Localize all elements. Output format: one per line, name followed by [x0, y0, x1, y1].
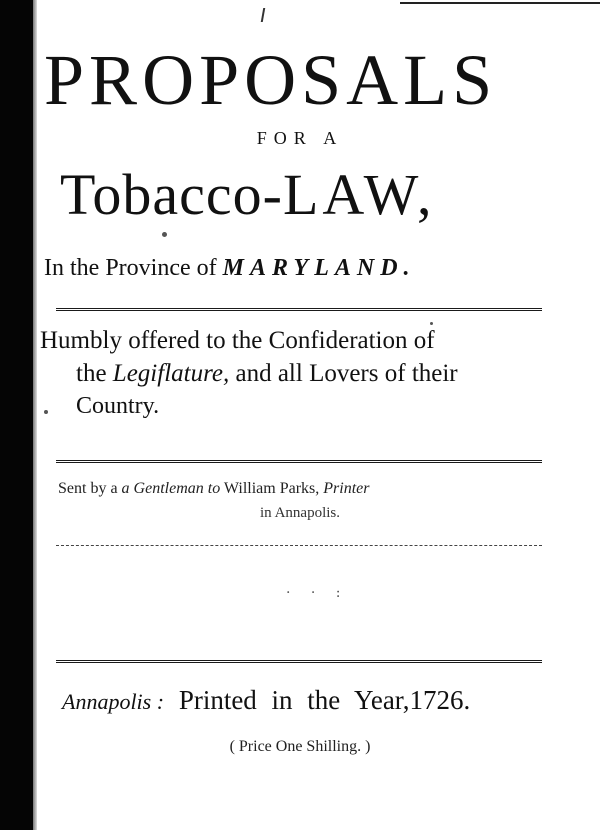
title-for-a: FOR A — [256, 128, 344, 148]
title-law: LAW, — [282, 162, 436, 227]
note-line2: in Annapolis. — [259, 505, 340, 521]
title-proposals: PROPOSALS — [44, 40, 498, 120]
title-tobacco-law — [60, 160, 436, 230]
ink-speck — [430, 322, 433, 325]
top-border-line — [400, 2, 600, 4]
note-gentleman: a Gentleman to — [121, 480, 221, 497]
dedication-line3: Country. — [76, 393, 160, 419]
ink-speck — [162, 232, 167, 237]
imprint-line — [62, 685, 470, 716]
dedication-legislature: Legiflature, — [112, 360, 230, 387]
ink-speck — [44, 410, 48, 414]
note-role: Printer — [323, 480, 370, 497]
province-maryland: MARYLAND. — [222, 255, 416, 281]
note-name: William Parks, — [220, 480, 324, 497]
dedication-line1: Humbly offered to the Confideration of — [40, 327, 435, 354]
province-prefix: In the Province of — [44, 255, 223, 281]
imprint-year: 1726. — [409, 685, 471, 715]
divider-rule — [56, 460, 542, 466]
dedication-lovers: and all Lovers of their — [229, 360, 458, 387]
ink-mark — [261, 8, 265, 22]
price-line: ( Price One Shilling. ) — [229, 738, 371, 755]
dedication-the: the — [76, 360, 113, 387]
divider-rule — [56, 308, 542, 314]
imprint-text: Printed in the Year, — [178, 685, 410, 715]
note-line1 — [58, 480, 369, 498]
ornament-dots: · · : — [286, 585, 349, 601]
imprint-place: Annapolis : — [62, 689, 165, 714]
title-province — [44, 255, 416, 282]
note-sent: Sent by a — [58, 480, 122, 497]
divider-rule — [56, 660, 542, 666]
title-tobacco: Tobacco- — [60, 162, 283, 227]
spine-edge — [33, 0, 37, 830]
dedication-line2 — [76, 360, 458, 388]
book-spine-shadow — [0, 0, 33, 830]
divider-rule — [56, 545, 542, 546]
